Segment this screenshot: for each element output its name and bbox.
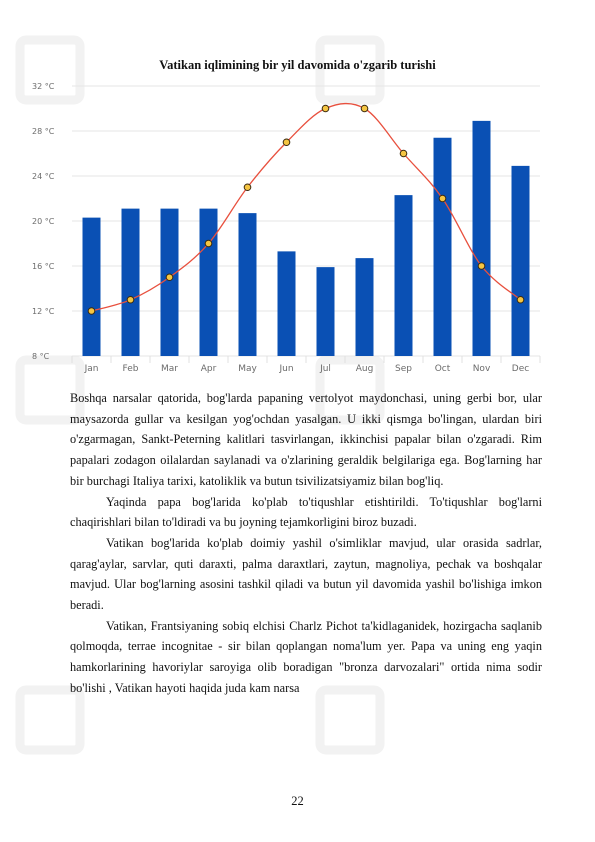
line-point-may	[244, 184, 251, 191]
x-tick-label: Jun	[279, 364, 294, 374]
bar-feb	[122, 209, 140, 356]
y-tick-label: 24 °C	[32, 172, 55, 181]
x-tick-label: May	[238, 364, 257, 374]
y-tick-label: 20 °C	[32, 217, 55, 226]
x-tick-label: Nov	[472, 364, 491, 374]
bar-dec	[512, 166, 530, 356]
y-tick-label: 16 °C	[32, 262, 55, 271]
temperature-line	[92, 104, 521, 311]
temperature-chart	[30, 78, 545, 378]
y-tick-label: 8 °C	[32, 352, 50, 361]
x-tick-label: Jan	[84, 364, 99, 374]
line-point-aug	[361, 105, 368, 112]
paragraph-4: Vatikan, Frantsiyaning sobiq elchisi Charlz Pichot ta'kidlaganidek, hozirgacha saqlanib qolmoqda, terrae incognitae - sir bilan qoplangan noma'lum yer. Papa va uning eng yaqin hamkorlarining havoriylar saroyiga olib boradigan "bronza darvozalari" ortida nima sodir bo'lishi , Vatikan hayoti haqida juda kam narsa	[70, 618, 542, 695]
x-axis-ticks	[84, 364, 530, 374]
line-point-apr	[205, 240, 212, 247]
bar-nov	[473, 121, 491, 356]
body-text	[70, 388, 542, 699]
y-axis-ticks	[32, 82, 55, 361]
bar-aug	[356, 258, 374, 356]
x-tick-label: Mar	[161, 364, 178, 374]
x-tick-label: Dec	[511, 364, 530, 374]
paragraph-1: Boshqa narsalar qatorida, bog'larda papaning vertolyot maydonchasi, uning gerbi bor, ular maysazorda gullar va kesilgan yog'ochdan yasalgan. U ikki qismga bo'lingan, ulardan biri o'zgarmagan, Sankt-Peterning kalitlari tasvirlangan, ikkinchisi papalar bilan o'zgaradi. Rim papalari zodagon oilalardan saylanadi va o'zlarining geraldik belgilariga ega. Bog'larning har bir burchagi Italiya tarixi, katoliklik va butun tsivilizatsiyamiz bilan bog'liq.	[70, 391, 542, 488]
x-tick-label: Sep	[395, 364, 412, 374]
line-point-jun	[283, 139, 290, 146]
x-tick-label: Oct	[434, 364, 451, 374]
y-tick-label: 32 °C	[32, 82, 55, 91]
x-tick-label: Apr	[200, 364, 217, 374]
x-tick-label: Feb	[122, 364, 139, 374]
line-point-jul	[322, 105, 329, 112]
line-series	[88, 104, 524, 315]
line-point-sep	[400, 150, 407, 157]
x-tick-label: Aug	[355, 364, 374, 374]
line-point-dec	[517, 296, 524, 303]
bar-jul	[317, 267, 335, 356]
bar-series	[83, 121, 530, 356]
x-tick-label: Jul	[320, 364, 331, 374]
chart-title: Vatikan iqlimining bir yil davomida o'zgarib turishi	[159, 58, 436, 72]
line-point-mar	[166, 274, 173, 281]
paragraph-3: Vatikan bog'larida ko'plab doimiy yashil o'simliklar mavjud, ular orasida sadrlar, qarag'aylar, sarvlar, quti daraxti, palma daraxtlari, zaytun, magnoliya, pechak va boshqalar mavjud. Ular bog'larning asosini tashkil qiladi va butun yil davomida yashil bo'lishiga imkon beradi.	[70, 535, 542, 613]
y-tick-label: 28 °C	[32, 127, 55, 136]
line-point-feb	[127, 296, 134, 303]
line-point-oct	[439, 195, 446, 202]
grid-lines	[72, 86, 540, 363]
line-point-jan	[88, 308, 95, 315]
bar-jan	[83, 218, 101, 356]
line-point-nov	[478, 263, 485, 270]
page-number: 22	[291, 794, 304, 808]
bar-oct	[434, 138, 452, 356]
y-tick-label: 12 °C	[32, 307, 55, 316]
bar-apr	[200, 209, 218, 356]
bar-jun	[278, 251, 296, 356]
paragraph-2: Yaqinda papa bog'larida ko'plab to'tiqushlar etishtirildi. To'tiqushlar bog'larni chaqirishlari bilan to'ldiradi va bu joyning tejamkorligini biroz buzadi.	[70, 494, 542, 530]
bar-may	[239, 213, 257, 356]
bar-sep	[395, 195, 413, 356]
